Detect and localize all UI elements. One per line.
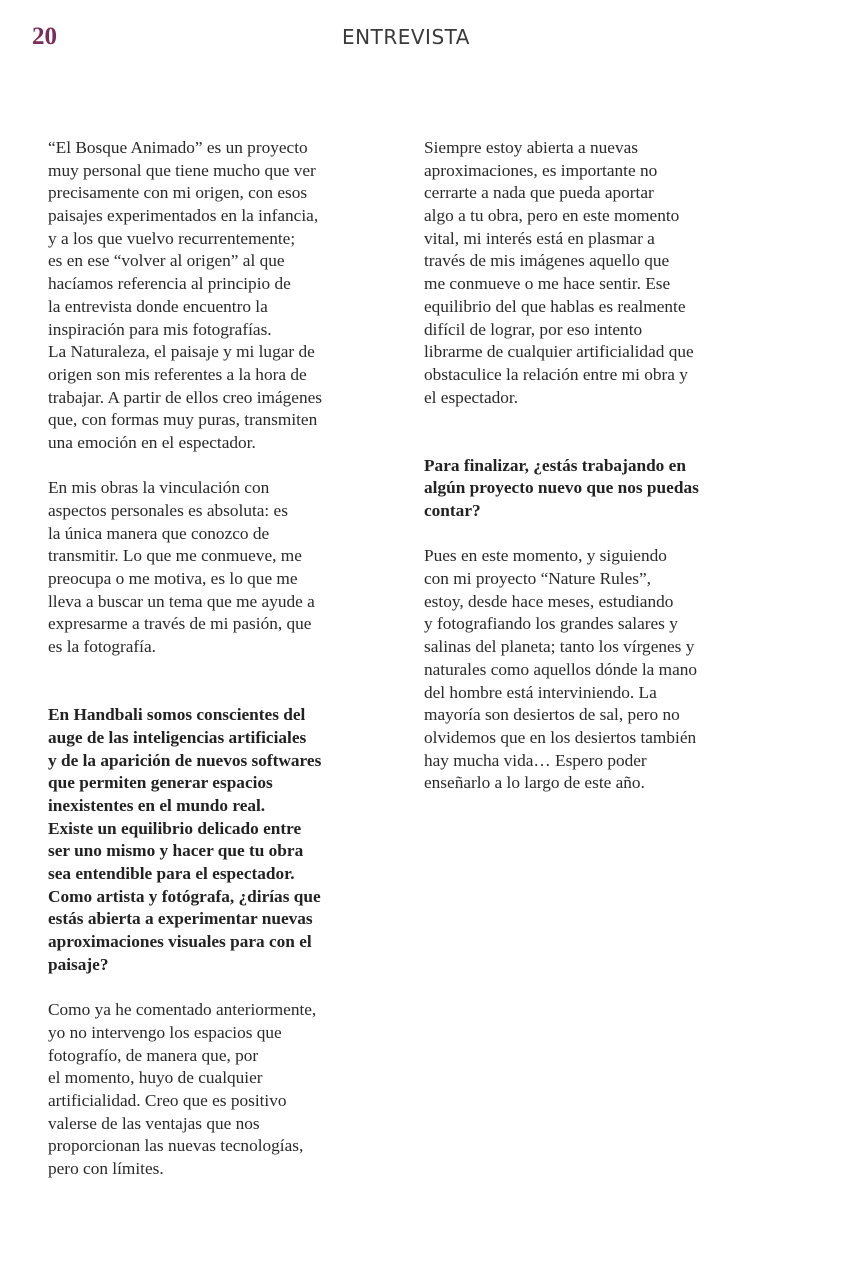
section-title: ENTREVISTA bbox=[342, 25, 470, 49]
text-line: origen son mis referentes a la hora de bbox=[48, 364, 307, 384]
text-line: la entrevista donde encuentro la bbox=[48, 296, 268, 316]
text-line: La Naturaleza, el paisaje y mi lugar de bbox=[48, 342, 315, 362]
text-line: del hombre está interviniendo. La bbox=[424, 682, 657, 702]
text-line: sea entendible para el espectador. bbox=[48, 864, 295, 884]
paragraph-gap bbox=[424, 523, 769, 546]
text-line: transmitir. Lo que me conmueve, me bbox=[48, 546, 302, 566]
text-line: preocupa o me motiva, es lo que me bbox=[48, 569, 298, 589]
paragraph-gap bbox=[48, 976, 398, 999]
answer-paragraph bbox=[424, 137, 769, 409]
text-line: proporcionan las nuevas tecnologías, bbox=[48, 1136, 304, 1156]
text-line: Pues en este momento, y siguiendo bbox=[424, 546, 667, 566]
text-line: paisajes experimentados en la infancia, bbox=[48, 206, 319, 226]
text-line: algún proyecto nuevo que nos puedas bbox=[424, 478, 699, 498]
text-line: hacíamos referencia al principio de bbox=[48, 274, 291, 294]
text-line: pero con límites. bbox=[48, 1158, 164, 1178]
text-line: En mis obras la vinculación con bbox=[48, 478, 270, 498]
text-line: yo no intervengo los espacios que bbox=[48, 1022, 282, 1042]
text-line: y de la aparición de nuevos softwares bbox=[48, 750, 322, 770]
answer-paragraph bbox=[424, 545, 769, 795]
text-line: salinas del planeta; tanto los vírgenes y bbox=[424, 637, 695, 657]
right-column bbox=[424, 137, 769, 795]
text-line: Existe un equilibrio delicado entre bbox=[48, 818, 302, 838]
text-line: difícil de lograr, por eso intento bbox=[424, 319, 643, 339]
text-line: expresarme a través de mi pasión, que bbox=[48, 614, 312, 634]
text-line: me conmueve o me hace sentir. Ese bbox=[424, 274, 671, 294]
text-line: valerse de las ventajas que nos bbox=[48, 1113, 260, 1133]
page-number: 20 bbox=[32, 23, 57, 50]
text-line: obstaculice la relación entre mi obra y bbox=[424, 364, 688, 384]
text-line: una emoción en el espectador. bbox=[48, 432, 256, 452]
text-line: inspiración para mis fotografías. bbox=[48, 319, 272, 339]
text-line: que, con formas muy puras, transmiten bbox=[48, 410, 318, 430]
text-line: enseñarlo a lo largo de este año. bbox=[424, 773, 645, 793]
text-line: trabajar. A partir de ellos creo imágenes bbox=[48, 387, 322, 407]
text-line: y a los que vuelvo recurrentemente; bbox=[48, 228, 296, 248]
text-line: Como artista y fotógrafa, ¿dirías que bbox=[48, 886, 321, 906]
paragraph-gap bbox=[424, 409, 769, 454]
answer-paragraph bbox=[48, 477, 398, 659]
text-line: equilibrio del que hablas es realmente bbox=[424, 296, 686, 316]
interview-question bbox=[424, 455, 769, 523]
answer-paragraph bbox=[48, 999, 398, 1181]
answer-paragraph bbox=[48, 137, 398, 455]
text-line: Para finalizar, ¿estás trabajando en bbox=[424, 455, 686, 475]
text-line: librarme de cualquier artificialidad que bbox=[424, 342, 694, 362]
left-column bbox=[48, 137, 398, 1181]
text-line: Como ya he comentado anteriormente, bbox=[48, 1000, 317, 1020]
paragraph-gap bbox=[48, 455, 398, 478]
text-line: muy personal que tiene mucho que ver bbox=[48, 160, 316, 180]
text-line: es la fotografía. bbox=[48, 637, 156, 657]
text-line: auge de las inteligencias artificiales bbox=[48, 727, 307, 747]
text-line: algo a tu obra, pero en este momento bbox=[424, 206, 680, 226]
paragraph-gap bbox=[48, 659, 398, 704]
text-line: través de mis imágenes aquello que bbox=[424, 251, 670, 271]
text-line: En Handbali somos conscientes del bbox=[48, 705, 306, 725]
text-line: cerrarte a nada que pueda aportar bbox=[424, 183, 654, 203]
text-line: mayoría son desiertos de sal, pero no bbox=[424, 705, 680, 725]
text-line: precisamente con mi origen, con esos bbox=[48, 183, 308, 203]
text-line: que permiten generar espacios bbox=[48, 773, 273, 793]
text-line: estás abierta a experimentar nuevas bbox=[48, 909, 313, 929]
text-line: “El Bosque Animado” es un proyecto bbox=[48, 138, 308, 157]
text-line: artificialidad. Creo que es positivo bbox=[48, 1090, 287, 1110]
text-line: paisaje? bbox=[48, 954, 109, 974]
text-line: el espectador. bbox=[424, 387, 519, 407]
text-line: y fotografiando los grandes salares y bbox=[424, 614, 678, 634]
text-line: es en ese “volver al origen” al que bbox=[48, 251, 285, 271]
text-line: aproximaciones visuales para con el bbox=[48, 932, 312, 952]
text-line: aspectos personales es absoluta: es bbox=[48, 501, 288, 520]
text-line: el momento, huyo de cualquier bbox=[48, 1068, 263, 1088]
text-line: olvidemos que en los desiertos también bbox=[424, 727, 697, 747]
text-line: aproximaciones, es importante no bbox=[424, 160, 658, 180]
interview-question bbox=[48, 704, 398, 976]
text-line: lleva a buscar un tema que me ayude a bbox=[48, 591, 315, 611]
text-line: vital, mi interés está en plasmar a bbox=[424, 228, 655, 248]
text-line: fotografío, de manera que, por bbox=[48, 1045, 259, 1065]
text-line: estoy, desde hace meses, estudiando bbox=[424, 591, 674, 611]
text-line: la única manera que conozco de bbox=[48, 523, 270, 543]
text-line: naturales como aquellos dónde la mano bbox=[424, 659, 698, 679]
text-line: hay mucha vida… Espero poder bbox=[424, 750, 647, 770]
text-line: Siempre estoy abierta a nuevas bbox=[424, 138, 639, 157]
text-line: inexistentes en el mundo real. bbox=[48, 795, 266, 815]
text-line: contar? bbox=[424, 501, 481, 521]
text-line: ser uno mismo y hacer que tu obra bbox=[48, 841, 304, 861]
text-line: con mi proyecto “Nature Rules”, bbox=[424, 569, 651, 589]
